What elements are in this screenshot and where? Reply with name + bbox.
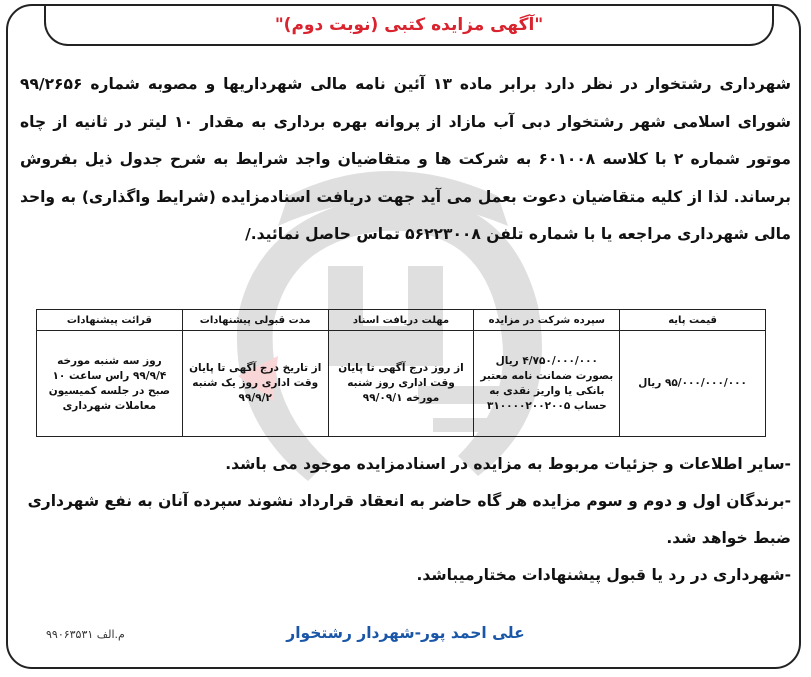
cell-base-price: ۹۵/۰۰۰/۰۰۰/۰۰۰ ریال (620, 331, 766, 437)
table-row (37, 331, 766, 437)
header-bid-opening: قرائت پیشنهادات (37, 310, 183, 331)
table-header-row (37, 310, 766, 331)
cell-acceptance-period: از تاریخ درج آگهی تا پایان وقت اداری روز یک شنبه ۹۹/۹/۲ (182, 331, 328, 437)
notice-title: "آگهی مزایده کتبی (نوبت دوم)" (274, 15, 544, 35)
title-banner (44, 6, 774, 46)
note-item: -برندگان اول و دوم و سوم مزایده هر گاه حاضر به انعقاد قرارداد نشوند سپرده آنان به نفع شهرداری ضبط خواهد شد. (27, 492, 791, 547)
auction-table (36, 309, 766, 437)
header-document-deadline: مهلت دریافت اسناد (328, 310, 474, 331)
cell-bid-opening: روز سه شنبه مورخه ۹۹/۹/۴ راس ساعت ۱۰ صبح در جلسه کمیسیون معاملات شهرداری (37, 331, 183, 437)
notes-section (20, 446, 791, 594)
header-base-price: قیمت پایه (620, 310, 766, 331)
cell-deposit: ۴/۷۵۰/۰۰۰/۰۰۰ ریال بصورت ضمانت نامه معتبر بانکی یا واریز نقدی به حساب ۳۱۰۰۰۰۲۰۰۲۰۰۵ (474, 331, 620, 437)
note-item: -شهرداری در رد یا قبول پیشنهادات مختارمیباشد. (416, 566, 791, 584)
cell-document-deadline: از روز درج آگهی تا پایان وقت اداری روز شنبه مورخه ۹۹/۰۹/۱ (328, 331, 474, 437)
mayor-signature: علی احمد پور-شهردار رشتخوار (286, 624, 525, 642)
header-deposit: سپرده شرکت در مزایده (474, 310, 620, 331)
notice-body: شهرداری رشتخوار در نظر دارد برابر ماده ۱۳ آئین نامه مالی شهرداریها و مصوبه شماره ۹۹/۲۶۵۶ شورای اسلامی شهر رشتخوار دبی آب مازاد از پروانه بهره برداری به مقدار ۱۰ لیتر در ثانیه از چاه موتور شماره ۲ با کلاسه ۶۰۱۰۰۸ به شرکت ها و متقاضیان واجد شرایط به شرح جدول ذیل بفروش برساند. لذا از کلیه متقاضیان دعوت بعمل می آید جهت دریافت اسنادمزایده (شرایط واگذاری) به واحد مالی شهرداری مراجعه یا با شماره تلفن ۵۶۲۲۳۰۰۸ تماس حاصل نمائید./ (20, 75, 791, 243)
notice-code: م.الف ۹۹۰۶۳۵۳۱ (46, 628, 125, 641)
header-acceptance-period: مدت قبولی پیشنهادات (182, 310, 328, 331)
note-item: -سایر اطلاعات و جزئیات مربوط به مزایده در اسنادمزایده موجود می باشد. (225, 455, 791, 473)
